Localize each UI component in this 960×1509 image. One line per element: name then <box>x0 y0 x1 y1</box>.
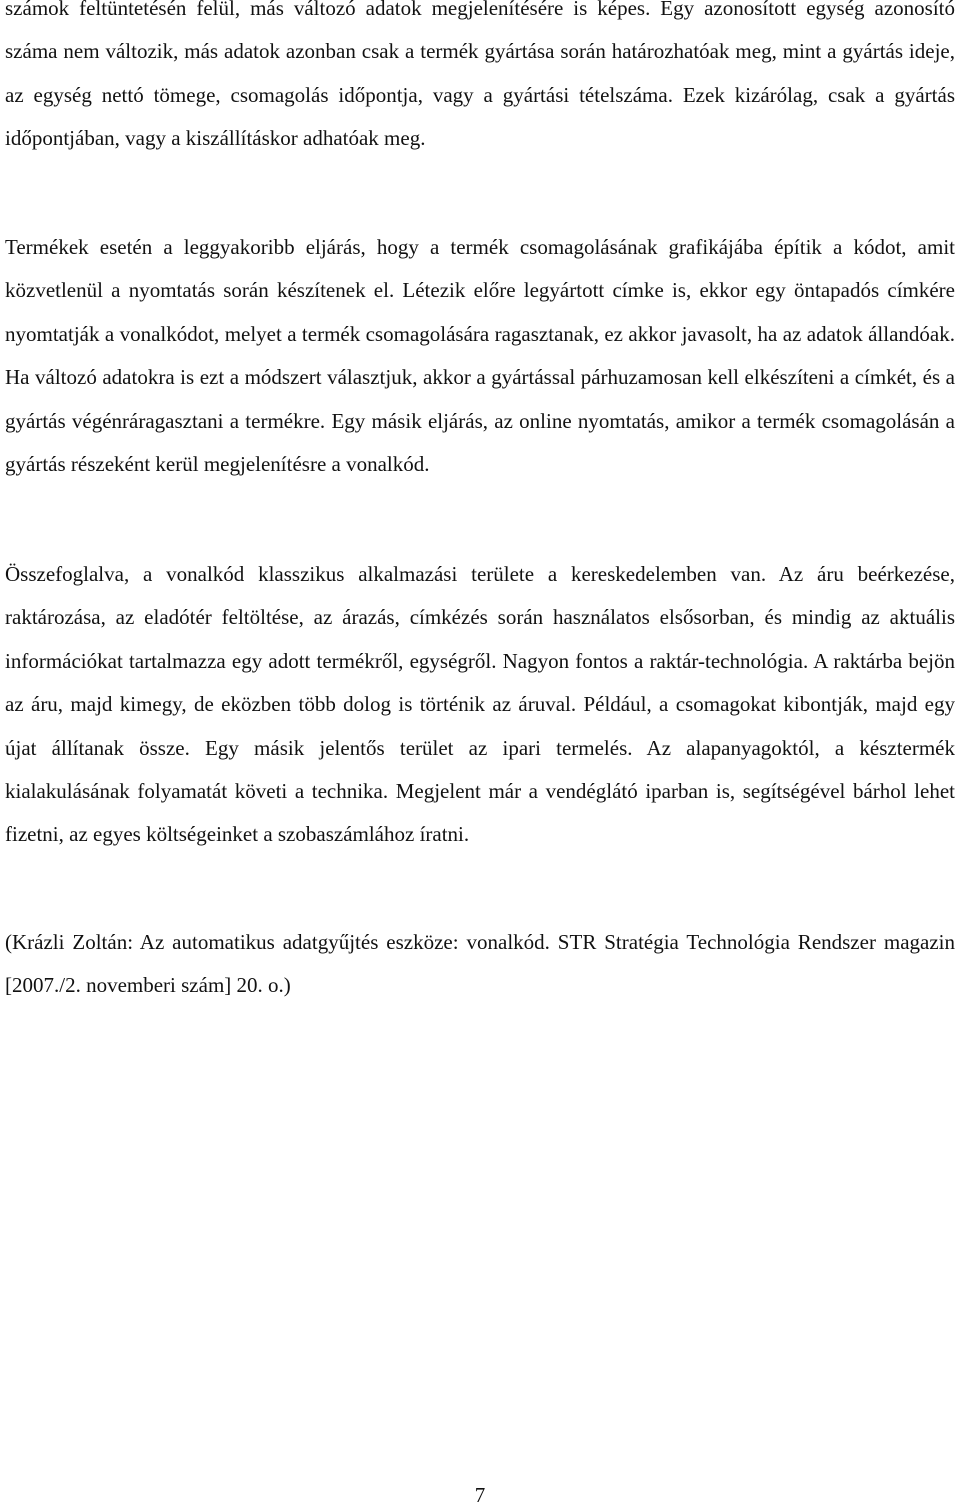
page-number: 7 <box>474 1483 486 1507</box>
body-paragraph-continued: számok feltüntetésén felül, más változó adatok megjelenítésére is képes. Egy azonosított egység azonosító száma nem változik, más adatok azonban csak a termék gyártása során határozhatóak meg, mint a gyártás ideje, az egység nettó tömege, csomagolás időpontja, vagy a gyártási tételszáma. Ezek kizárólag, csak a gyártás időpontjában, vagy a kiszállításkor adhatóak meg. <box>5 0 955 151</box>
body-paragraph-labeling: Termékek esetén a leggyakoribb eljárás, hogy a termék csomagolásának grafikájába építik a kódot, amit közvetlenül a nyomtatás során készítenek el. Létezik előre legyártott címke is, ekkor egy öntapadós címkére nyomtatják a vonalkódot, melyet a termék csomagolására ragasztanak, ez akkor javasolt, ha az adatok állandóak. Ha változó adatokra is ezt a módszert választjuk, akkor a gyártással párhuzamosan kell elkészíteni a címkét, és a gyártás végénráragasztani a termékre. Egy másik eljárás, az online nyomtatás, amikor a termék csomagolásán a gyártás részeként kerül megjelenítésre a vonalkód. <box>5 235 955 477</box>
citation-paragraph: (Krázli Zoltán: Az automatikus adatgyűjtés eszköze: vonalkód. STR Stratégia Technológia Rendszer magazin [2007./2. novemberi szám] 20. o.) <box>5 930 955 998</box>
body-paragraph-summary: Összefoglalva, a vonalkód klasszikus alkalmazási területe a kereskedelemben van. Az áru beérkezése, raktározása, az eladótér feltöltése, az árazás, címkézés során használatos elsősorban, és mindig az aktuális információkat tartalmazza egy adott termékről, egységről. Nagyon fontos a raktár-technológia. A raktárba bejön az áru, majd kimegy, de eközben több dolog is történik az áruval. Például, a csomagokat kibontják, majd egy újat állítanak össze. Egy másik jelentős terület az ipari termelés. Az alapanyagoktól, a késztermék kialakulásának folyamatát követi a technika. Megjelent már a vendéglátó iparban is, segítségével bárhol lehet fizetni, az egyes költségeinket a szobaszámlához íratni. <box>5 562 955 847</box>
